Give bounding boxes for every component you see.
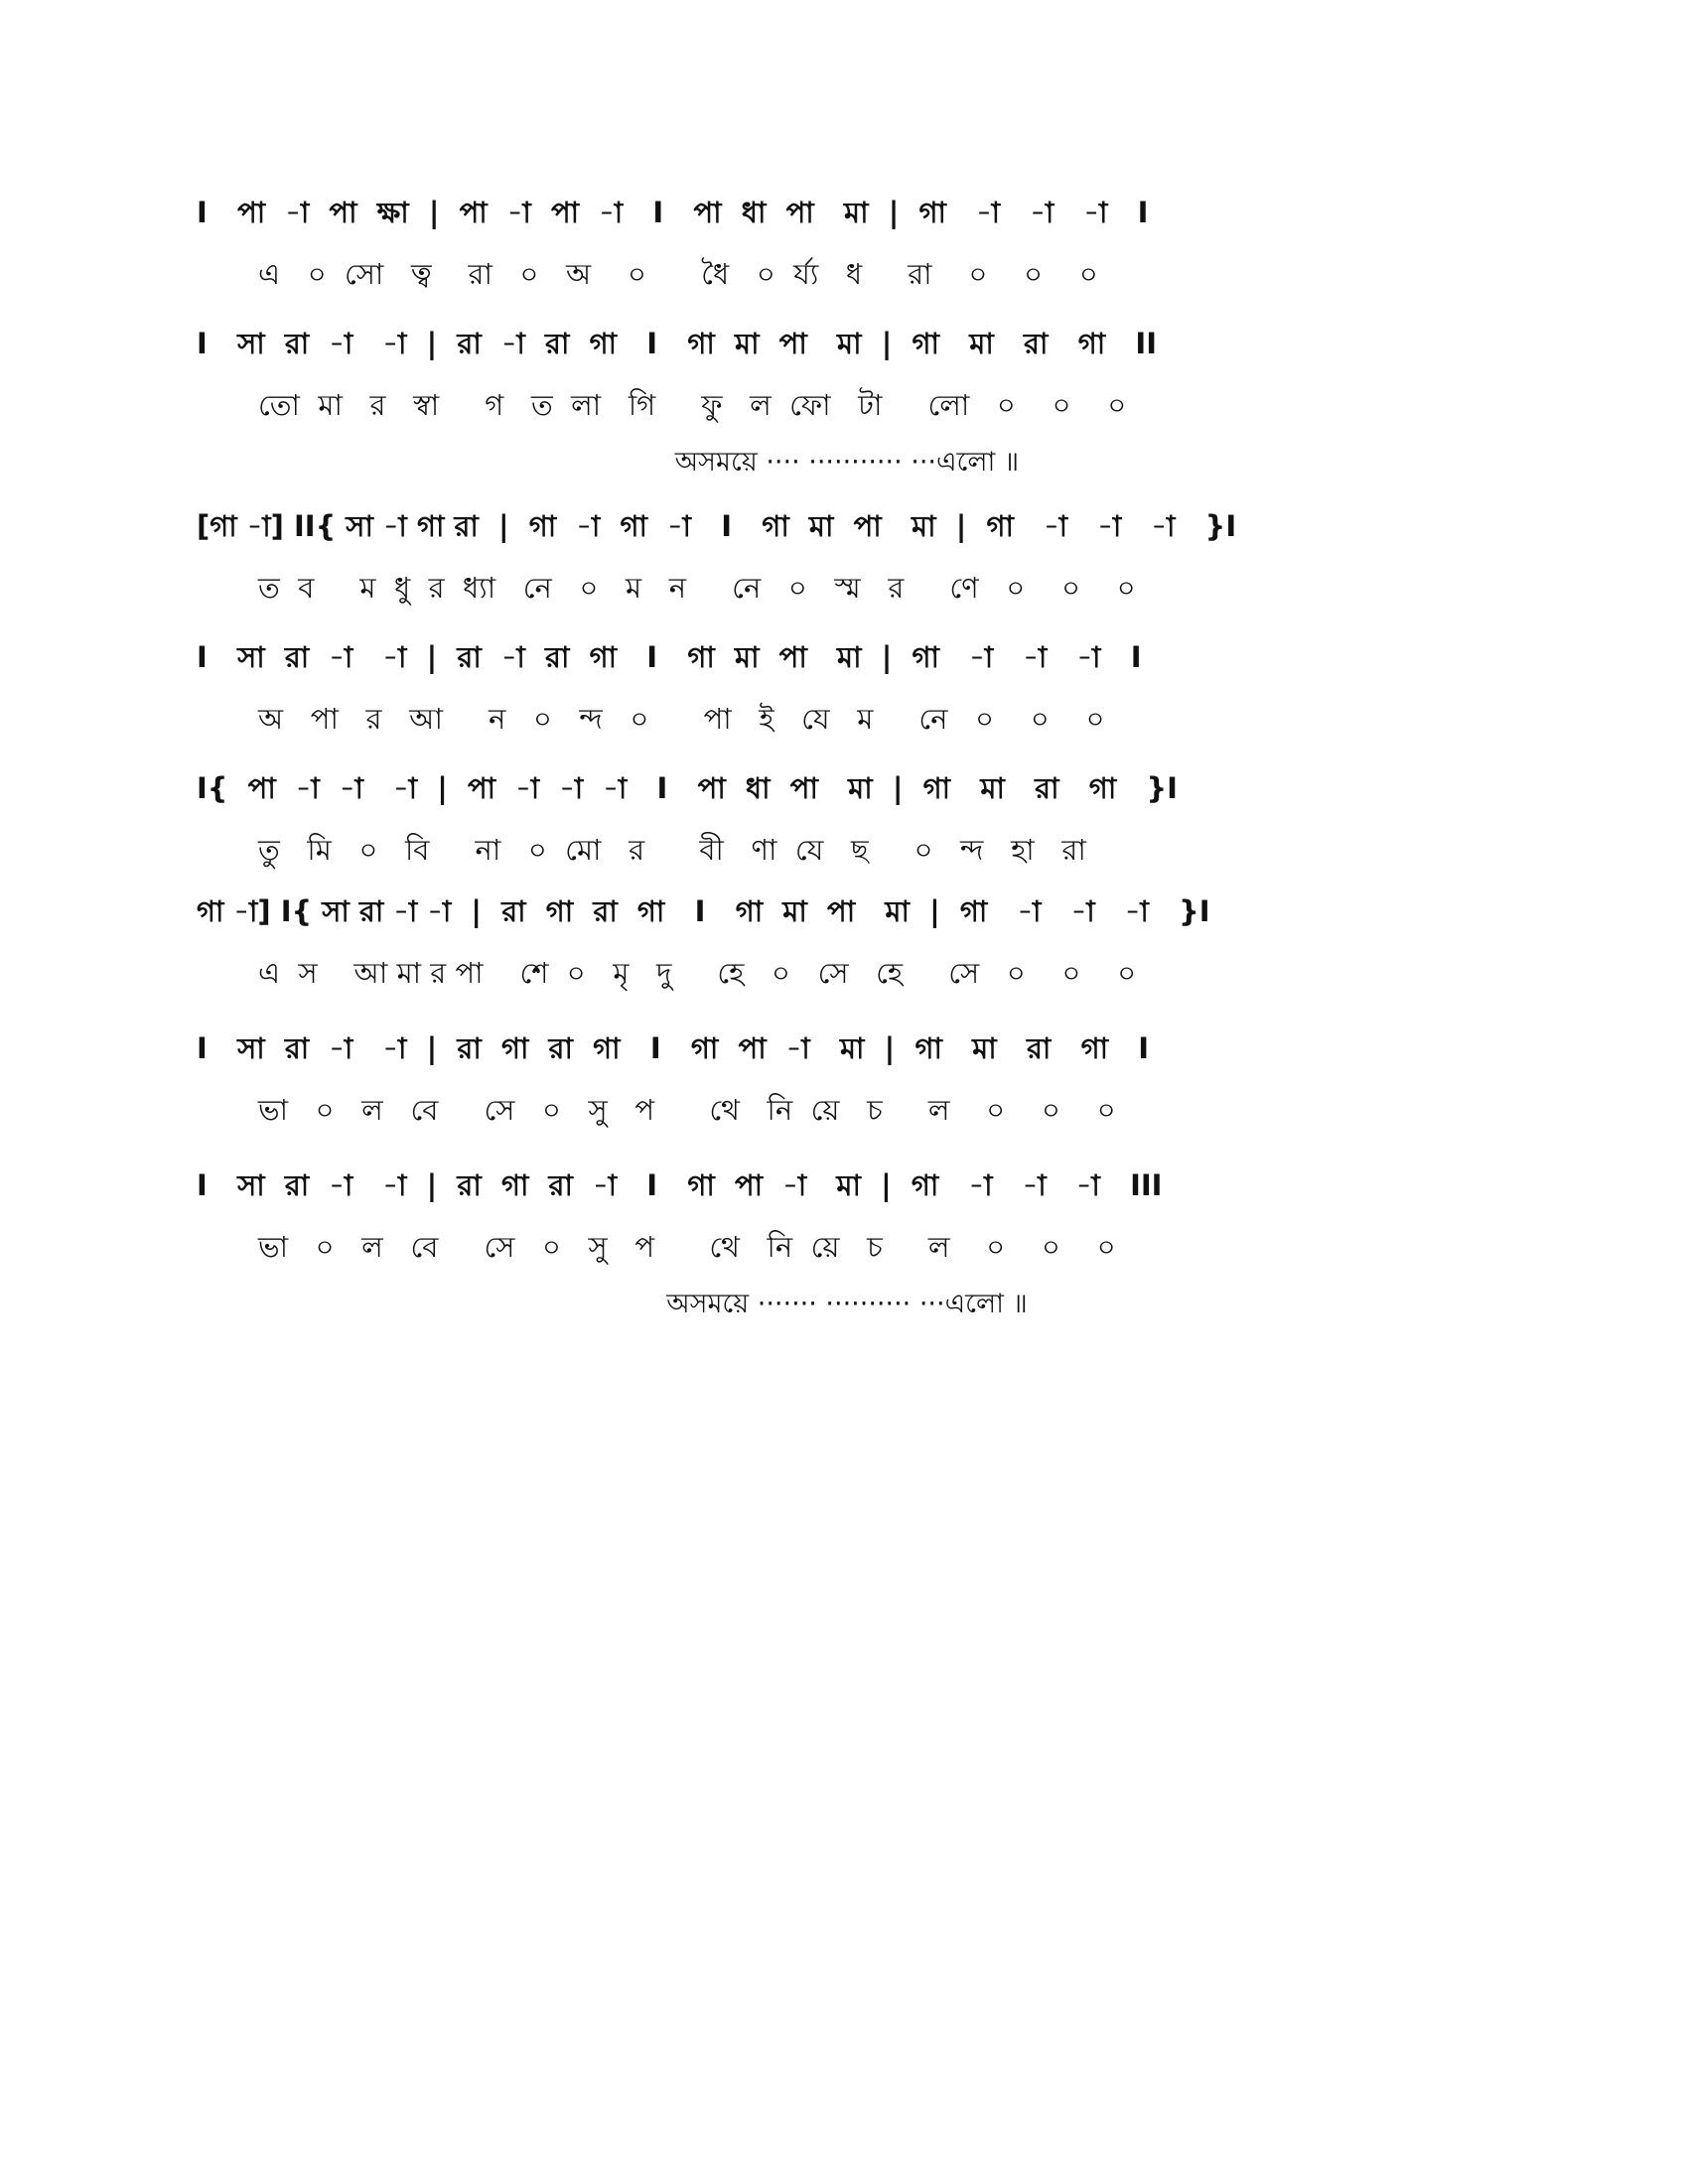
- lyric-line: অ পা র আ ন ০ ন্দ ০ পা ই যে ম নে ০ ০ ০: [258, 701, 1105, 736]
- swar-line: I পা -া পা ক্ষা | পা -া পা -া I পা ধা পা মা | গা -া -া -া I: [197, 195, 1149, 229]
- lyric-line: তু মি ০ বি না ০ মো র বী ণা যে ছ ০ ন্দ হা রা: [258, 832, 1086, 867]
- swar-line: গা -া] I{ সা রা -া -া | রা গা রা গা I গা মা পা মা | গা -া -া -া }I: [197, 893, 1210, 928]
- swar-line: [গা -া] II{ সা -া গা রা | গা -া গা -া I গা মা পা মা | গা -া -া -া }I: [197, 508, 1237, 543]
- lyric-line: ভা ০ ল বে সে ০ সু প থে নি য়ে চ ল ০ ০ ০: [258, 1229, 1116, 1264]
- swar-line: I সা রা -া -া | রা গা রা -া I গা পা -া মা | গা -া -া -া III: [197, 1167, 1163, 1202]
- lyric-line: ভা ০ ল বে সে ০ সু প থে নি য়ে চ ল ০ ০ ০: [258, 1092, 1116, 1127]
- swar-line: I সা রা -া -া | রা গা রা গা I গা পা -া মা | গা মা রা গা I: [197, 1030, 1150, 1065]
- lyric-line: তো মা র স্বা গ ত লা গি ফু ল ফো টা লো ০ ০ ০: [258, 387, 1127, 422]
- lyric-line: ত ব ম ধু র ধ্যা নে ০ ম ন নে ০ স্ম র ণে ০ ০ ০: [258, 570, 1136, 605]
- swaralipi-block: [197, 184, 1497, 1331]
- refrain-line: অসময়ে ···· ··········· ···এলো ॥: [674, 446, 1020, 478]
- refrain-line: অসময়ে ······· ·········· ···এলো ॥: [666, 1288, 1028, 1319]
- lyric-line: এ ০ সো ত্ব রা ০ অ ০ ধৈ ০ র্য্য ধ রা ০ ০ ০: [258, 256, 1098, 291]
- lyric-line: এ স আ মা র পা শে ০ মৃ দু হে ০ সে হে সে ০ ০ ০: [258, 955, 1137, 990]
- swar-line: I সা রা -া -া | রা -া রা গা I গা মা পা মা | গা -া -া -া I: [197, 639, 1142, 674]
- swar-line: I সা রা -া -া | রা -া রা গা I গা মা পা মা | গা মা রা গা II: [197, 326, 1157, 360]
- swar-line: I{ পা -া -া -া | পা -া -া -া I পা ধা পা মা | গা মা রা গা }I: [197, 770, 1178, 805]
